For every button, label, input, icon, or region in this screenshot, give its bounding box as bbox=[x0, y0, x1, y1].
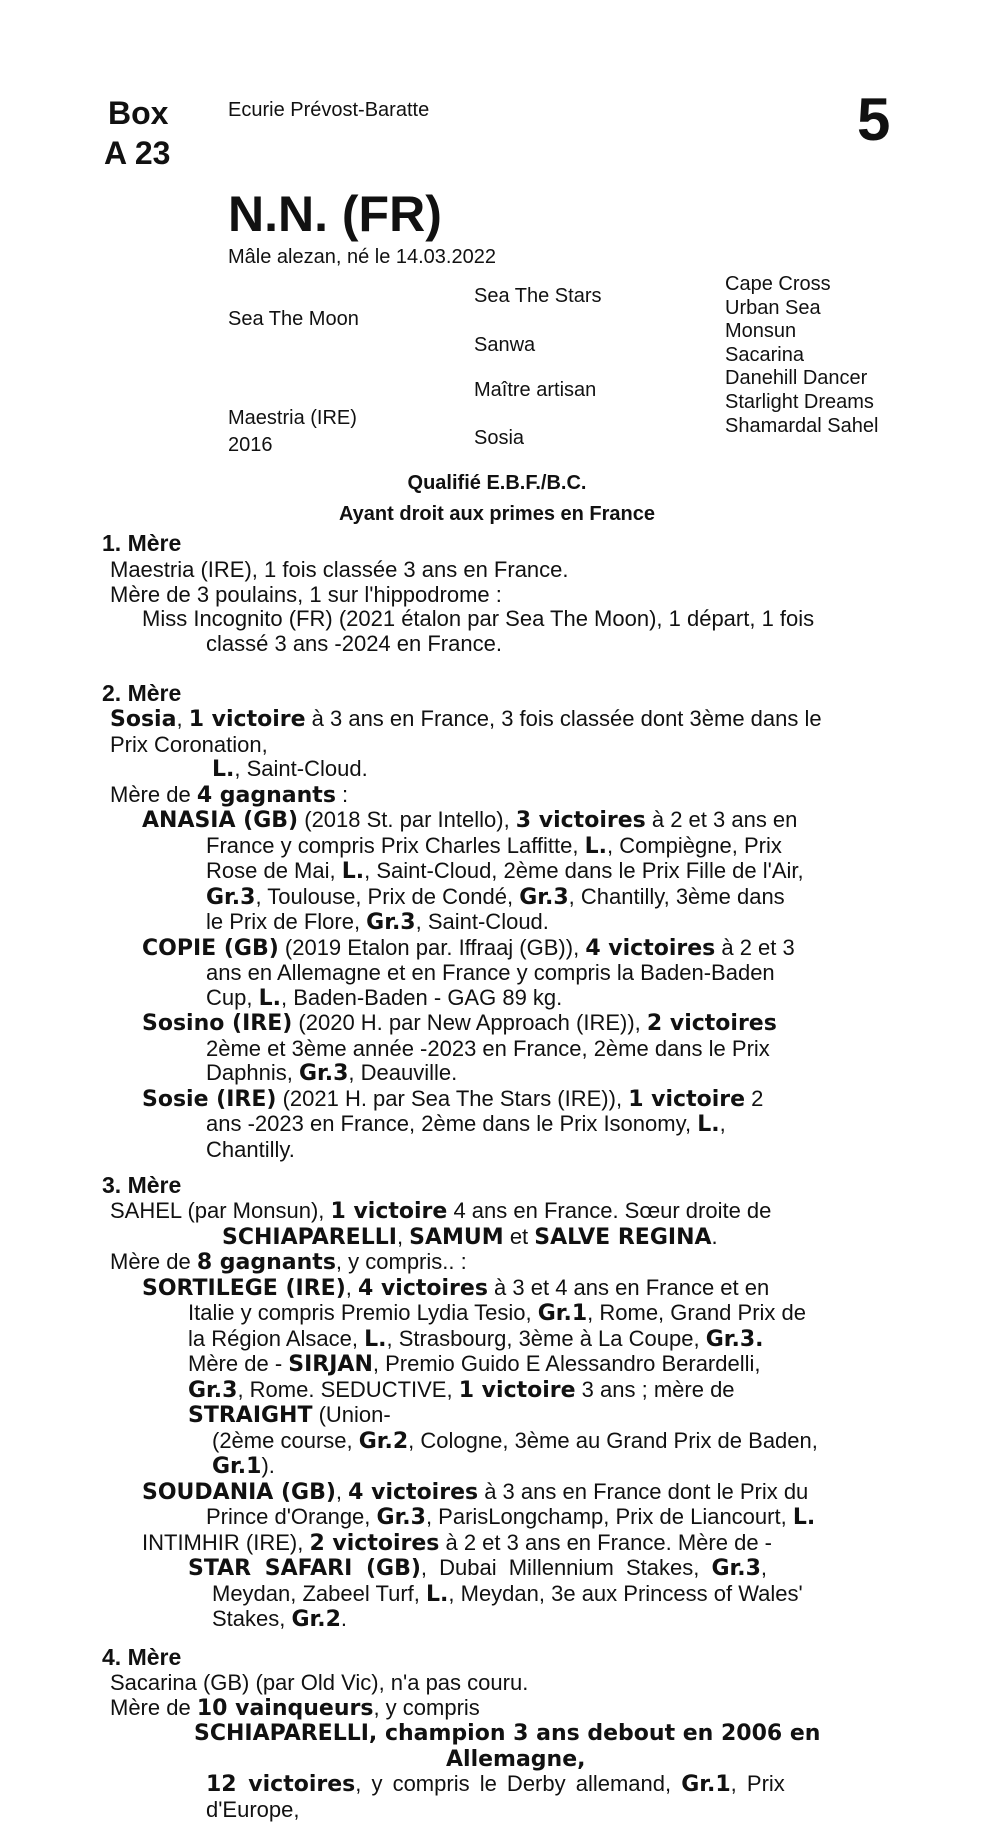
s2-colon: : bbox=[336, 782, 348, 807]
sort-l3a: la Région Alsace, bbox=[188, 1326, 364, 1351]
sosie-name: Sosie (IRE) bbox=[142, 1087, 276, 1112]
star-gr3: Gr.3 bbox=[711, 1556, 760, 1581]
anasia-line-2 bbox=[206, 834, 880, 860]
pedigree-g3-2: Urban Sea bbox=[725, 297, 878, 321]
sortilege-line-3 bbox=[188, 1327, 910, 1353]
anasia-gr-3: Gr.3 bbox=[366, 910, 415, 935]
s1-line-4: classé 3 ans -2024 en France. bbox=[110, 632, 900, 657]
s2-mere-de bbox=[110, 783, 910, 809]
sortilege-line-4 bbox=[188, 1352, 910, 1378]
anasia-l2a: France y compris Prix Charles Laffitte, bbox=[206, 833, 585, 858]
sosia-listed: L. bbox=[212, 757, 234, 782]
sortilege-comma: , bbox=[346, 1275, 358, 1300]
soud-gr3: Gr.3 bbox=[377, 1505, 426, 1530]
copie-l3a: Cup, bbox=[206, 985, 259, 1010]
sort-gr3: Gr.3. bbox=[706, 1327, 764, 1352]
section-1-body bbox=[110, 558, 900, 656]
soud-L: L. bbox=[793, 1505, 815, 1530]
sortilege-line-5 bbox=[188, 1378, 910, 1404]
sosino-details bbox=[142, 1037, 910, 1087]
soud-l2b: , ParisLongchamp, Prix de Liancourt, bbox=[426, 1504, 793, 1529]
anasia-l4b: , Chantilly, 3ème dans bbox=[569, 884, 785, 909]
s3-mere-de-label: Mère de bbox=[110, 1249, 197, 1274]
s4-wins-line bbox=[206, 1772, 902, 1798]
schiaparelli-champion: SCHIAPARELLI, champion 3 ans debout en 2006 en bbox=[194, 1721, 820, 1746]
s4-schiap-line-1 bbox=[110, 1721, 910, 1747]
salve-regina-name: SALVE REGINA bbox=[534, 1225, 711, 1250]
s4-ycompris: , y compris bbox=[373, 1695, 479, 1720]
sort-wins-2: 1 victoire bbox=[459, 1378, 576, 1403]
sort-L: L. bbox=[364, 1327, 386, 1352]
pedigree-g3-5: Danehill Dancer bbox=[725, 367, 878, 391]
pedigree-sire-sire: Sea The Stars bbox=[474, 285, 601, 308]
star-line-3 bbox=[188, 1607, 884, 1633]
section-3-heading: 3. Mère bbox=[102, 1172, 181, 1199]
s2-mere-de-label: Mère de bbox=[110, 782, 197, 807]
sosino-line-2: 2ème et 3ème année -2023 en France, 2ème dans le Prix bbox=[206, 1037, 910, 1062]
s1-line-1: Maestria (IRE), 1 fois classée 3 ans en France. bbox=[110, 558, 900, 583]
anasia-line-4 bbox=[206, 885, 880, 911]
anasia-wins: 3 victoires bbox=[516, 808, 646, 833]
sortilege-text-1: à 3 et 4 ans en France et en bbox=[488, 1275, 769, 1300]
sortilege-name: SORTILEGE (IRE) bbox=[142, 1276, 346, 1301]
copie-L: L. bbox=[259, 986, 281, 1011]
sosino-l3b: , Deauville. bbox=[348, 1060, 457, 1085]
sosia-name: Sosia bbox=[110, 707, 176, 732]
qualification-line-1: Qualifié E.B.F./B.C. bbox=[0, 472, 994, 495]
schiaparelli-country: Allemagne, bbox=[446, 1747, 586, 1772]
sort-l8b: ). bbox=[261, 1453, 274, 1478]
copie-line-3 bbox=[206, 986, 910, 1012]
s3-dot: . bbox=[712, 1224, 718, 1249]
anasia-line-3 bbox=[206, 859, 880, 885]
sort-l4a: Mère de - bbox=[188, 1351, 288, 1376]
anasia-l5b: , Saint-Cloud. bbox=[416, 909, 549, 934]
soudania-line-2 bbox=[142, 1505, 910, 1531]
star-text-1: , Dubai Millennium Stakes, bbox=[421, 1555, 712, 1580]
s4-lb: , Prix bbox=[731, 1771, 785, 1796]
sort-gr2: Gr.2 bbox=[359, 1429, 408, 1454]
sortilege-details bbox=[142, 1301, 910, 1480]
pedigree-sire-dam: Sanwa bbox=[474, 334, 535, 357]
s4-winners-count: 10 vainqueurs bbox=[197, 1696, 374, 1721]
box-number: A 23 bbox=[104, 133, 170, 173]
star-line-2 bbox=[188, 1582, 884, 1608]
pedigree-g3-6: Starlight Dreams bbox=[725, 391, 878, 415]
s4-schiap-line-2 bbox=[110, 1747, 910, 1773]
star-text-2: , bbox=[761, 1555, 767, 1580]
copie-text-2: à 2 et 3 bbox=[715, 935, 795, 960]
copie-l3b: , Baden-Baden - GAG 89 kg. bbox=[281, 985, 562, 1010]
anasia-L1: L. bbox=[585, 834, 607, 859]
anasia-details bbox=[142, 834, 880, 936]
pedigree-third-generation bbox=[725, 273, 878, 438]
box-label-block bbox=[104, 93, 170, 173]
s2-sosia-line-1: Sosia, 1 victoire à 3 ans en France, 3 fois classée dont 3ème dans le bbox=[110, 707, 910, 733]
sortilege-wins: 4 victoires bbox=[358, 1276, 488, 1301]
sort-gr3b: Gr.3 bbox=[188, 1378, 237, 1403]
int-text-1: INTIMHIR (IRE), bbox=[142, 1530, 309, 1555]
star-L: L. bbox=[426, 1582, 448, 1607]
sosie-text-1: (2021 H. par Sea The Stars (IRE)), bbox=[276, 1086, 628, 1111]
sortilege-line-8 bbox=[188, 1454, 910, 1480]
copie-details bbox=[142, 961, 910, 1011]
sort-gr1: Gr.1 bbox=[538, 1301, 587, 1326]
star-line-1 bbox=[188, 1556, 884, 1582]
anasia-l4a: , Toulouse, Prix de Condé, bbox=[255, 884, 519, 909]
sort-l7a: (2ème course, bbox=[212, 1428, 359, 1453]
section-4-body bbox=[110, 1671, 910, 1822]
copie-text-1: (2019 Etalon par. Iffraaj (GB)), bbox=[279, 935, 586, 960]
pedigree-dam-year: 2016 bbox=[228, 434, 273, 457]
pedigree-sire: Sea The Moon bbox=[228, 308, 359, 331]
star-gr2: Gr.2 bbox=[291, 1607, 340, 1632]
section-3-body bbox=[110, 1199, 910, 1633]
sortilege-line-6 bbox=[188, 1403, 910, 1429]
sosie-l2b: , bbox=[720, 1111, 726, 1136]
sosie-entry bbox=[110, 1087, 910, 1163]
s3-mere-de bbox=[110, 1250, 910, 1276]
star-l3b: . bbox=[341, 1606, 347, 1631]
sahel-text-2: 4 ans en France. Sœur droite de bbox=[447, 1198, 771, 1223]
horse-name: N.N. (FR) bbox=[228, 186, 442, 242]
section-2-body bbox=[110, 707, 910, 1162]
sosia-text-1: à 3 ans en France, 3 fois classée dont 3ème dans le bbox=[306, 706, 822, 731]
pedigree-g3-4: Sacarina bbox=[725, 344, 878, 368]
straight-union: (Union- bbox=[312, 1402, 390, 1427]
s4-line-1: Sacarina (GB) (par Old Vic), n'a pas couru. bbox=[110, 1671, 910, 1696]
sort-l2a: Italie y compris Premio Lydia Tesio, bbox=[188, 1300, 538, 1325]
sortilege-line-2 bbox=[188, 1301, 910, 1327]
schiaparelli-name: SCHIAPARELLI bbox=[222, 1225, 397, 1250]
pedigree-dam: Maestria (IRE) bbox=[228, 407, 357, 430]
sort-l2b: , Rome, Grand Prix de bbox=[587, 1300, 806, 1325]
soudania-line-1 bbox=[142, 1480, 910, 1506]
anasia-l3b: , Saint-Cloud, 2ème dans le Prix Fille de l'Air, bbox=[364, 858, 804, 883]
star-l2b: , Meydan, 3e aux Princess of Wales' bbox=[448, 1581, 802, 1606]
sortilege-line-1 bbox=[142, 1276, 910, 1302]
copie-wins: 4 victoires bbox=[585, 936, 715, 961]
anasia-gr-1: Gr.3 bbox=[206, 885, 255, 910]
star-safari-name: STAR SAFARI (GB) bbox=[188, 1556, 421, 1581]
s1-line-3: Miss Incognito (FR) (2021 étalon par Sea The Moon), 1 départ, 1 fois bbox=[110, 607, 900, 632]
sirjan-name: SIRJAN bbox=[288, 1352, 373, 1377]
anasia-l2b: , Compiègne, Prix bbox=[607, 833, 782, 858]
sosino-entry bbox=[110, 1011, 910, 1087]
sortilege-line-7 bbox=[188, 1429, 910, 1455]
sosino-line-1 bbox=[142, 1011, 910, 1037]
pedigree-dam-dam: Sosia bbox=[474, 427, 524, 450]
int-text-2: à 2 et 3 ans en France. Mère de - bbox=[439, 1530, 772, 1555]
s3-ycompris: , y compris.. : bbox=[336, 1249, 467, 1274]
s2-winners-count: 4 gagnants bbox=[197, 783, 336, 808]
s4-mere-de-label: Mère de bbox=[110, 1695, 197, 1720]
copie-line-1 bbox=[142, 936, 910, 962]
copie-name: COPIE (GB) bbox=[142, 936, 279, 961]
sosino-text-1: (2020 H. par New Approach (IRE)), bbox=[292, 1010, 647, 1035]
sort-l3b: , Strasbourg, 3ème à La Coupe, bbox=[387, 1326, 706, 1351]
soud-l2a: Prince d'Orange, bbox=[206, 1504, 377, 1529]
pedigree-g3-3: Monsun bbox=[725, 320, 878, 344]
anasia-entry bbox=[110, 808, 880, 936]
horse-description: Mâle alezan, né le 14.03.2022 bbox=[228, 246, 496, 269]
samum-name: SAMUM bbox=[409, 1225, 504, 1250]
sahel-wins: 1 victoire bbox=[331, 1199, 448, 1224]
anasia-gr-2: Gr.3 bbox=[519, 885, 568, 910]
soudania-comma: , bbox=[336, 1479, 348, 1504]
sort-l7b: , Cologne, 3ème au Grand Prix de Baden, bbox=[408, 1428, 818, 1453]
sosie-line-1 bbox=[142, 1087, 910, 1113]
s1-line-2: Mère de 3 poulains, 1 sur l'hippodrome : bbox=[110, 583, 900, 608]
anasia-text-1: (2018 St. par Intello), bbox=[298, 807, 516, 832]
pedigree-g3-1: Cape Cross bbox=[725, 273, 878, 297]
sort-l5b: 3 ans ; mère de bbox=[576, 1377, 735, 1402]
sosie-wins: 1 victoire bbox=[628, 1087, 745, 1112]
section-4-heading: 4. Mère bbox=[102, 1644, 181, 1671]
anasia-l3a: Rose de Mai, bbox=[206, 858, 342, 883]
pedigree-g3-7: Shamardal Sahel bbox=[725, 415, 878, 439]
section-1-heading: 1. Mère bbox=[102, 530, 181, 557]
s2-sosia-line-2: Prix Coronation, bbox=[110, 733, 910, 758]
sosino-name: Sosino (IRE) bbox=[142, 1011, 292, 1036]
sort-l5a: , Rome. SEDUCTIVE, bbox=[237, 1377, 458, 1402]
sosia-wins: 1 victoire bbox=[189, 707, 306, 732]
s4-wins-12: 12 victoires bbox=[206, 1772, 355, 1797]
s3-winners-count: 8 gagnants bbox=[197, 1250, 336, 1275]
sosino-line-3 bbox=[206, 1061, 910, 1087]
copie-entry bbox=[110, 936, 910, 1012]
anasia-l5a: le Prix de Flore, bbox=[206, 909, 366, 934]
anasia-name: ANASIA (GB) bbox=[142, 808, 298, 833]
sortilege-entry bbox=[110, 1276, 910, 1480]
sosia-text-3: , Saint-Cloud. bbox=[234, 756, 367, 781]
sosino-gr: Gr.3 bbox=[299, 1061, 348, 1086]
soudania-name: SOUDANIA (GB) bbox=[142, 1480, 336, 1505]
sosie-line-2 bbox=[206, 1112, 910, 1138]
sosie-details bbox=[142, 1112, 910, 1162]
s2-sosia-line-3 bbox=[110, 757, 910, 783]
s3-sahel-line-2 bbox=[110, 1225, 910, 1251]
anasia-line-1 bbox=[142, 808, 880, 834]
copie-line-2: ans en Allemagne et en France y compris la Baden-Baden bbox=[206, 961, 910, 986]
sosie-l2a: ans -2023 en France, 2ème dans le Prix Isonomy, bbox=[206, 1111, 697, 1136]
sosino-l3a: Daphnis, bbox=[206, 1060, 299, 1085]
sosino-wins: 2 victoires bbox=[647, 1011, 777, 1036]
sosie-text-2: 2 bbox=[745, 1086, 763, 1111]
intimhir-line bbox=[142, 1531, 910, 1557]
s4-mere-de bbox=[110, 1696, 910, 1722]
star-l2a: Meydan, Zabeel Turf, bbox=[212, 1581, 426, 1606]
qualification-line-2: Ayant droit aux primes en France bbox=[0, 503, 994, 526]
sahel-text-1: SAHEL (par Monsun), bbox=[110, 1198, 331, 1223]
straight-name: STRAIGHT bbox=[188, 1403, 312, 1428]
s3-sahel-line-1 bbox=[110, 1199, 910, 1225]
star-safari-entry bbox=[142, 1556, 884, 1633]
s4-la: , y compris le Derby allemand, bbox=[355, 1771, 681, 1796]
anasia-text-2: à 2 et 3 ans en bbox=[646, 807, 798, 832]
box-label: Box bbox=[104, 93, 170, 133]
pedigree-dam-sire: Maître artisan bbox=[474, 379, 596, 402]
owner-name: Ecurie Prévost-Baratte bbox=[228, 99, 429, 122]
star-l3a: Stakes, bbox=[212, 1606, 291, 1631]
lot-number: 5 bbox=[857, 88, 890, 152]
sosie-L: L. bbox=[697, 1112, 719, 1137]
s4-line-last: d'Europe, bbox=[206, 1798, 902, 1822]
s3-comma: , bbox=[397, 1224, 409, 1249]
sort-l4b: , Premio Guido E Alessandro Berardelli, bbox=[373, 1351, 761, 1376]
anasia-line-5 bbox=[206, 910, 880, 936]
sosie-line-3: Chantilly. bbox=[206, 1138, 910, 1163]
soudania-entry bbox=[110, 1480, 910, 1633]
soudania-text-1: à 3 ans en France dont le Prix du bbox=[478, 1479, 808, 1504]
anasia-L2: L. bbox=[342, 859, 364, 884]
int-wins: 2 victoires bbox=[309, 1531, 439, 1556]
section-2-heading: 2. Mère bbox=[102, 680, 181, 707]
sort-gr1b: Gr.1 bbox=[212, 1454, 261, 1479]
soudania-wins: 4 victoires bbox=[348, 1480, 478, 1505]
s3-et: et bbox=[504, 1224, 535, 1249]
s4-schiap-details bbox=[110, 1772, 902, 1822]
s4-gr1: Gr.1 bbox=[681, 1772, 730, 1797]
